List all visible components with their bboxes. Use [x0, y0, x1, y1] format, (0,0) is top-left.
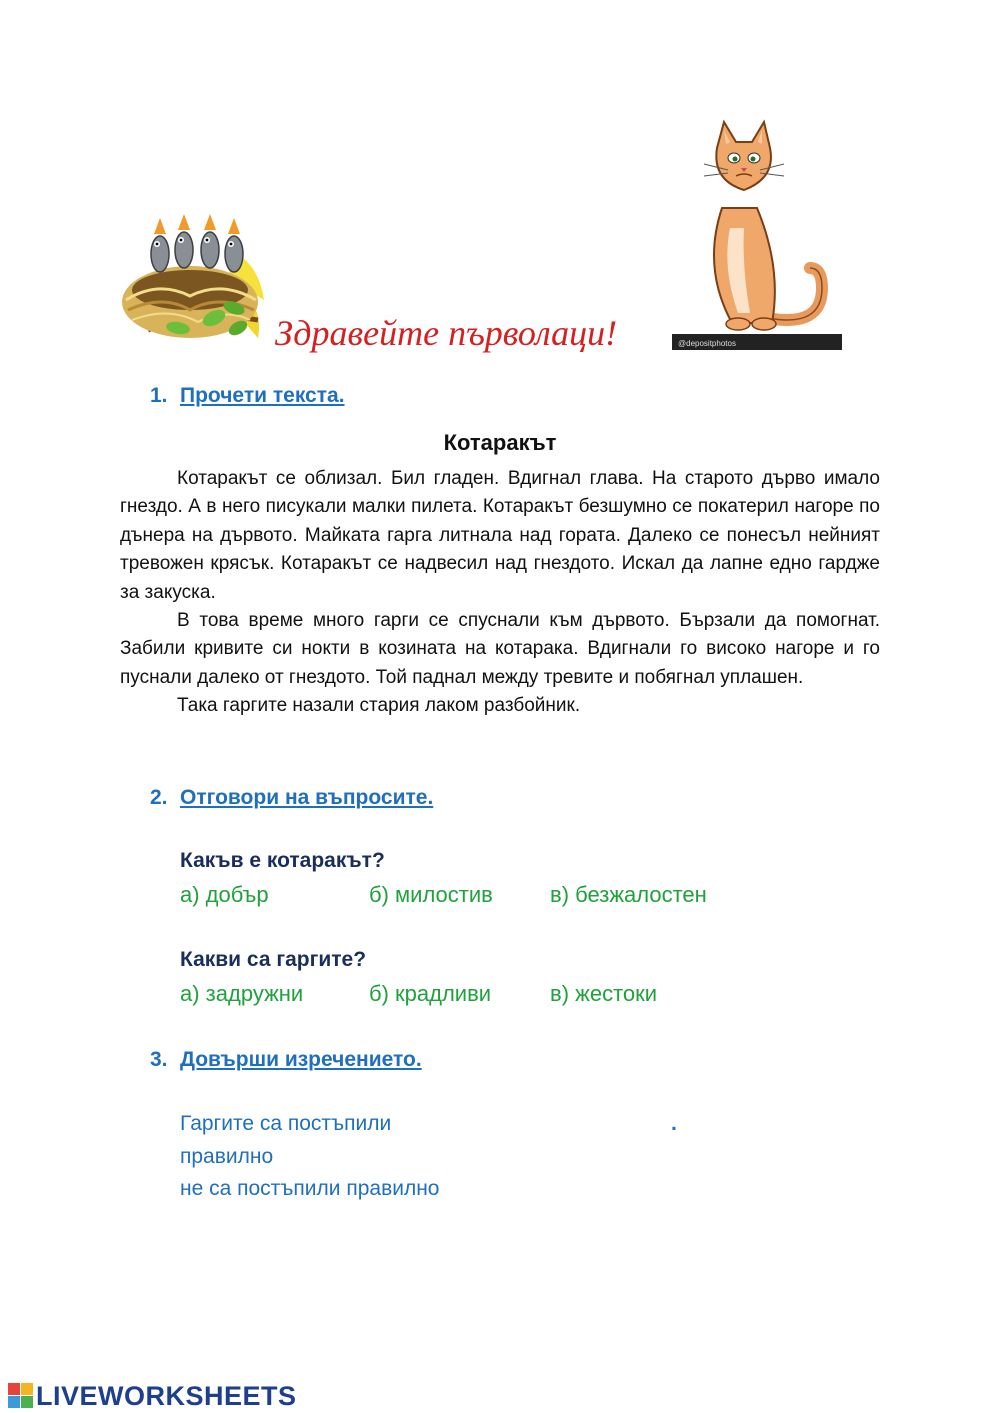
task3-number: 3. — [150, 1048, 168, 1071]
question-2-option-a[interactable]: а) задружни — [180, 981, 304, 1006]
question-2: Какви са гаргите? — [180, 948, 367, 971]
liveworksheets-logo-icon — [8, 1383, 34, 1409]
cat-image-watermark: @depositphotos — [678, 339, 736, 348]
task1-heading — [150, 384, 345, 408]
question-2-option-b[interactable]: б) крадливи — [369, 981, 492, 1006]
task2-heading — [150, 786, 433, 810]
task1-label: Прочети текста. — [180, 384, 345, 407]
sentence-period: . — [671, 1112, 677, 1135]
story-paragraph: Котаракът се облизал. Бил гладен. Вдигнал глава. На старото дърво имало гнездо. А в него писукали малки пилета. Котаракът безшумно се покатерил нагоре по дънера на дървото. Майката гарга литнала над гората. Далеко се понесъл нейният тревожен крясък. Котаракът се надвесил над гнездото. Искал да лапне едно гардже за закуска. — [120, 468, 880, 603]
question-1-option-b[interactable]: б) милостив — [369, 882, 493, 907]
choice-correct[interactable]: правилно — [180, 1145, 274, 1168]
task2-number: 2. — [150, 786, 168, 809]
story-paragraph: Така гаргите назали стария лаком разбойник. — [177, 695, 581, 717]
choice-incorrect[interactable]: не са постъпили правилно — [180, 1177, 440, 1200]
question-1-option-a[interactable]: а) добър — [180, 882, 269, 907]
cat-image — [672, 118, 842, 350]
liveworksheets-brand: LIVEWORKSHEETS — [36, 1380, 297, 1411]
bird-nest-image — [118, 210, 266, 352]
question-1: Какъв е котаракът? — [180, 849, 385, 872]
greeting-title: Здравейте първолаци! — [275, 313, 618, 353]
task2-label: Отговори на въпросите. — [180, 786, 434, 809]
liveworksheets-logo — [8, 1380, 297, 1412]
task1-number: 1. — [150, 384, 168, 407]
sentence-dropdown-slot[interactable] — [430, 1110, 666, 1140]
story-text — [120, 465, 880, 721]
question-2-option-c[interactable]: в) жестоки — [550, 981, 658, 1006]
task3-heading — [150, 1048, 422, 1072]
task3-label: Довърши изречението. — [180, 1048, 422, 1071]
story-paragraph: В това време много гарги се спуснали към дървото. Бързали да помогнат. Забили кривите си нокти в козината на котарака. Вдигнали го високо нагоре и го пуснали далеко от гнездото. Той паднал между тревите и побягнал уплашен. — [120, 610, 880, 688]
story-title: Котаракът — [443, 430, 557, 455]
sentence-start: Гаргите са постъпили — [180, 1112, 392, 1135]
question-1-option-c[interactable]: в) безжалостен — [550, 882, 707, 907]
